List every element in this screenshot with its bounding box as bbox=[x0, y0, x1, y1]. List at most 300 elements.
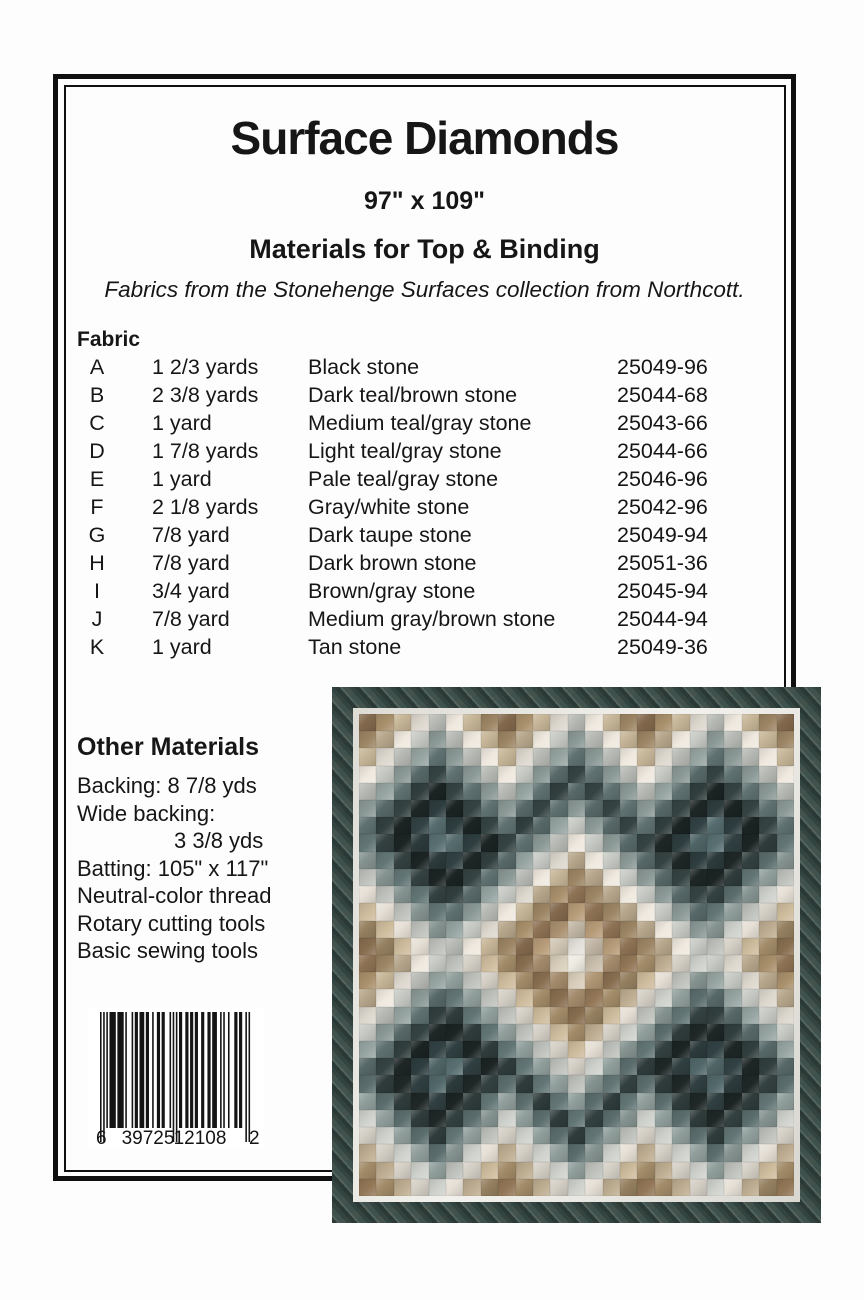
quilt-patch bbox=[429, 869, 446, 886]
quilt-patch bbox=[742, 714, 759, 731]
quilt-patch bbox=[672, 766, 689, 783]
quilt-patch bbox=[394, 817, 411, 834]
quilt-patch bbox=[533, 989, 550, 1006]
fabric-yardage: 1 yard bbox=[152, 411, 212, 435]
quilt-patch bbox=[359, 1024, 376, 1041]
quilt-patch bbox=[411, 766, 428, 783]
quilt-patch bbox=[481, 1093, 498, 1110]
quilt-patch bbox=[498, 1024, 515, 1041]
other-materials-line: Batting: 105" x 117" bbox=[77, 855, 269, 881]
quilt-patch bbox=[481, 1007, 498, 1024]
quilt-patch bbox=[777, 1127, 794, 1144]
quilt-patch bbox=[620, 1075, 637, 1092]
quilt-patch bbox=[359, 817, 376, 834]
quilt-patch bbox=[603, 1093, 620, 1110]
quilt-patch bbox=[637, 903, 654, 920]
quilt-patch bbox=[411, 714, 428, 731]
quilt-patch bbox=[690, 869, 707, 886]
quilt-patch bbox=[533, 1179, 550, 1196]
quilt-patch bbox=[603, 714, 620, 731]
quilt-patch bbox=[637, 834, 654, 851]
quilt-patch bbox=[376, 972, 393, 989]
fabric-code: 25043-66 bbox=[617, 411, 708, 435]
quilt-patch bbox=[533, 1024, 550, 1041]
quilt-patch bbox=[550, 938, 567, 955]
quilt-patch bbox=[707, 938, 724, 955]
quilt-patch bbox=[411, 989, 428, 1006]
quilt-patch bbox=[724, 1041, 741, 1058]
quilt-patch bbox=[742, 748, 759, 765]
quilt-patch bbox=[568, 1127, 585, 1144]
quilt-patch bbox=[637, 921, 654, 938]
quilt-patch bbox=[550, 1144, 567, 1161]
quilt-patch bbox=[690, 714, 707, 731]
quilt-patch bbox=[446, 1007, 463, 1024]
quilt-patch bbox=[707, 748, 724, 765]
quilt-patch bbox=[481, 783, 498, 800]
quilt-patch bbox=[568, 955, 585, 972]
quilt-patch bbox=[637, 972, 654, 989]
quilt-patch bbox=[498, 852, 515, 869]
quilt-patch bbox=[446, 766, 463, 783]
quilt-patch bbox=[707, 1007, 724, 1024]
quilt-patch bbox=[411, 783, 428, 800]
quilt-patch bbox=[376, 766, 393, 783]
fabric-description: Tan stone bbox=[308, 635, 402, 659]
quilt-patch bbox=[481, 903, 498, 920]
quilt-photo bbox=[332, 687, 821, 1223]
quilt-patch bbox=[672, 1144, 689, 1161]
quilt-patch bbox=[655, 1024, 672, 1041]
quilt-patch bbox=[742, 1162, 759, 1179]
quilt-patch bbox=[724, 852, 741, 869]
quilt-patch bbox=[759, 1127, 776, 1144]
quilt-patch bbox=[481, 852, 498, 869]
quilt-patch bbox=[655, 817, 672, 834]
quilt-patch bbox=[411, 852, 428, 869]
quilt-patch bbox=[446, 921, 463, 938]
quilt-patch bbox=[777, 800, 794, 817]
table-row bbox=[67, 467, 747, 495]
quilt-patch bbox=[777, 1024, 794, 1041]
quilt-patch bbox=[620, 1162, 637, 1179]
quilt-patch bbox=[655, 869, 672, 886]
fabric-yardage: 7/8 yard bbox=[152, 551, 230, 575]
quilt-patch bbox=[620, 1024, 637, 1041]
quilt-patch bbox=[394, 1179, 411, 1196]
quilt-patch bbox=[394, 903, 411, 920]
collection-note: Fabrics from the Stonehenge Surfaces collection from Northcott. bbox=[104, 277, 745, 302]
quilt-patch bbox=[394, 1041, 411, 1058]
quilt-patch bbox=[620, 748, 637, 765]
quilt-patch bbox=[707, 1024, 724, 1041]
quilt-patch bbox=[655, 1075, 672, 1092]
quilt-patch bbox=[690, 1007, 707, 1024]
quilt-patch bbox=[655, 955, 672, 972]
quilt-patch bbox=[707, 1058, 724, 1075]
quilt-patch bbox=[742, 852, 759, 869]
quilt-patch bbox=[585, 955, 602, 972]
quilt-patch bbox=[759, 1075, 776, 1092]
quilt-patch bbox=[742, 1058, 759, 1075]
quilt-patch bbox=[359, 834, 376, 851]
quilt-patch bbox=[777, 766, 794, 783]
quilt-patch bbox=[655, 748, 672, 765]
quilt-patch bbox=[603, 731, 620, 748]
table-row bbox=[67, 411, 747, 439]
quilt-patch bbox=[516, 748, 533, 765]
quilt-patch bbox=[742, 1093, 759, 1110]
quilt-patch bbox=[620, 938, 637, 955]
quilt-patch bbox=[533, 748, 550, 765]
quilt-patch bbox=[690, 1179, 707, 1196]
quilt-patch bbox=[394, 1024, 411, 1041]
quilt-patch bbox=[394, 972, 411, 989]
quilt-patch bbox=[759, 852, 776, 869]
quilt-patch bbox=[446, 972, 463, 989]
quilt-patch bbox=[429, 1144, 446, 1161]
quilt-patch bbox=[376, 1075, 393, 1092]
quilt-patch bbox=[568, 1110, 585, 1127]
quilt-patch bbox=[463, 1162, 480, 1179]
quilt-patch bbox=[620, 800, 637, 817]
quilt-patch bbox=[742, 1144, 759, 1161]
quilt-patch bbox=[568, 731, 585, 748]
quilt-patch bbox=[550, 800, 567, 817]
quilt-patch bbox=[672, 1127, 689, 1144]
quilt-patch bbox=[550, 817, 567, 834]
quilt-patch bbox=[376, 869, 393, 886]
quilt-patch bbox=[429, 731, 446, 748]
quilt-patch bbox=[585, 714, 602, 731]
quilt-patch bbox=[603, 1024, 620, 1041]
quilt-patch bbox=[637, 731, 654, 748]
quilt-patch bbox=[376, 783, 393, 800]
fabric-code: 25049-96 bbox=[617, 355, 708, 379]
quilt-patch bbox=[411, 1162, 428, 1179]
quilt-patch bbox=[690, 1058, 707, 1075]
quilt-patch bbox=[463, 989, 480, 1006]
other-materials-line: 3 3/8 yds bbox=[174, 828, 264, 853]
quilt-patch bbox=[376, 1041, 393, 1058]
fabric-yardage: 1 yard bbox=[152, 467, 212, 491]
quilt-patch bbox=[585, 834, 602, 851]
quilt-patch bbox=[603, 766, 620, 783]
table-row bbox=[67, 523, 747, 551]
quilt-patch bbox=[777, 1041, 794, 1058]
quilt-patch bbox=[759, 834, 776, 851]
quilt-patch bbox=[550, 1162, 567, 1179]
quilt-patch bbox=[429, 921, 446, 938]
quilt-patch bbox=[568, 1075, 585, 1092]
quilt-patch bbox=[446, 800, 463, 817]
quilt-patch bbox=[550, 766, 567, 783]
quilt-patch bbox=[463, 938, 480, 955]
quilt-patch bbox=[446, 748, 463, 765]
quilt-patch bbox=[359, 869, 376, 886]
quilt-patch bbox=[376, 921, 393, 938]
quilt-patch bbox=[394, 783, 411, 800]
quilt-patch bbox=[603, 938, 620, 955]
quilt-patch bbox=[498, 800, 515, 817]
fabric-description: Dark teal/brown stone bbox=[308, 383, 518, 407]
quilt-patch bbox=[376, 1144, 393, 1161]
quilt-patch bbox=[376, 903, 393, 920]
quilt-patch bbox=[672, 1058, 689, 1075]
quilt-patch bbox=[446, 1127, 463, 1144]
quilt-patch bbox=[533, 817, 550, 834]
quilt-patch bbox=[446, 1041, 463, 1058]
quilt-patch bbox=[672, 783, 689, 800]
quilt-patch bbox=[516, 955, 533, 972]
quilt-patch bbox=[446, 1075, 463, 1092]
quilt-patch bbox=[516, 783, 533, 800]
quilt-patch bbox=[568, 938, 585, 955]
quilt-patch bbox=[655, 1093, 672, 1110]
quilt-patch bbox=[533, 766, 550, 783]
quilt-patch bbox=[446, 1024, 463, 1041]
quilt-patch bbox=[498, 972, 515, 989]
quilt-patch bbox=[394, 955, 411, 972]
quilt-patch bbox=[690, 800, 707, 817]
quilt-patch bbox=[742, 972, 759, 989]
quilt-patch bbox=[724, 886, 741, 903]
quilt-patch bbox=[394, 1007, 411, 1024]
quilt-patch bbox=[533, 955, 550, 972]
quilt-patch bbox=[411, 817, 428, 834]
quilt-patch bbox=[516, 1058, 533, 1075]
quilt-patch bbox=[394, 800, 411, 817]
quilt-patch bbox=[498, 1162, 515, 1179]
quilt-patch bbox=[777, 748, 794, 765]
fabric-code: 25049-36 bbox=[617, 635, 708, 659]
quilt-patch bbox=[672, 731, 689, 748]
quilt-patch bbox=[359, 1144, 376, 1161]
fabric-letter: I bbox=[94, 579, 100, 603]
quilt-patch bbox=[690, 903, 707, 920]
other-materials-line: Neutral-color thread bbox=[77, 883, 272, 908]
fabric-code: 25049-94 bbox=[617, 523, 708, 547]
quilt-patch bbox=[498, 869, 515, 886]
quilt-patch bbox=[742, 989, 759, 1006]
quilt-patch bbox=[777, 817, 794, 834]
quilt-patch bbox=[359, 748, 376, 765]
quilt-patch bbox=[550, 714, 567, 731]
quilt-patch bbox=[585, 869, 602, 886]
quilt-patch bbox=[742, 1007, 759, 1024]
quilt-patch bbox=[742, 955, 759, 972]
quilt-patch bbox=[498, 1041, 515, 1058]
quilt-patch bbox=[429, 1075, 446, 1092]
quilt-patch bbox=[376, 1007, 393, 1024]
quilt-patch bbox=[724, 800, 741, 817]
quilt-patch bbox=[568, 1007, 585, 1024]
fabric-code: 25044-66 bbox=[617, 439, 708, 463]
quilt-patch bbox=[759, 800, 776, 817]
quilt-patch bbox=[655, 1058, 672, 1075]
quilt-patch bbox=[359, 1162, 376, 1179]
quilt-patch bbox=[446, 1110, 463, 1127]
quilt-patch bbox=[690, 1144, 707, 1161]
quilt-patch bbox=[603, 1127, 620, 1144]
quilt-patch bbox=[516, 1024, 533, 1041]
quilt-patch bbox=[742, 886, 759, 903]
quilt-patch bbox=[707, 1144, 724, 1161]
quilt-patch bbox=[446, 1162, 463, 1179]
quilt-patch bbox=[463, 972, 480, 989]
quilt-patch bbox=[777, 938, 794, 955]
fabric-code: 25044-68 bbox=[617, 383, 708, 407]
quilt-patch bbox=[481, 714, 498, 731]
quilt-patch bbox=[724, 714, 741, 731]
quilt-patch bbox=[672, 817, 689, 834]
quilt-patch bbox=[359, 1110, 376, 1127]
quilt-patch bbox=[742, 1179, 759, 1196]
quilt-patch bbox=[359, 1007, 376, 1024]
quilt-patch bbox=[637, 714, 654, 731]
quilt-patch bbox=[446, 783, 463, 800]
quilt-patch bbox=[516, 731, 533, 748]
quilt-patch bbox=[672, 1075, 689, 1092]
quilt-patch bbox=[707, 972, 724, 989]
quilt-patch bbox=[759, 783, 776, 800]
quilt-patch bbox=[376, 748, 393, 765]
fabric-letter: H bbox=[89, 551, 105, 575]
svg-text:2: 2 bbox=[249, 1128, 260, 1148]
quilt-patch bbox=[777, 1058, 794, 1075]
quilt-patch bbox=[603, 1162, 620, 1179]
quilt-patch bbox=[463, 1058, 480, 1075]
quilt-patch bbox=[690, 1041, 707, 1058]
quilt-patch bbox=[533, 731, 550, 748]
quilt-patch bbox=[707, 766, 724, 783]
quilt-patch bbox=[777, 1179, 794, 1196]
quilt-patch bbox=[498, 714, 515, 731]
quilt-patch bbox=[411, 869, 428, 886]
quilt-patch bbox=[742, 834, 759, 851]
quilt-patch bbox=[446, 1144, 463, 1161]
quilt-patch bbox=[568, 783, 585, 800]
quilt-patch bbox=[533, 921, 550, 938]
quilt-patch bbox=[481, 1127, 498, 1144]
quilt-patch bbox=[620, 1127, 637, 1144]
quilt-patch bbox=[516, 903, 533, 920]
quilt-patch bbox=[533, 1007, 550, 1024]
quilt-patch bbox=[724, 766, 741, 783]
quilt-patch bbox=[411, 1024, 428, 1041]
quilt-patch bbox=[742, 1041, 759, 1058]
quilt-patch bbox=[429, 800, 446, 817]
quilt-patch bbox=[568, 1179, 585, 1196]
quilt-patch bbox=[690, 938, 707, 955]
fabric-code: 25044-94 bbox=[617, 607, 708, 631]
quilt-patch bbox=[724, 1179, 741, 1196]
quilt-patch bbox=[411, 1093, 428, 1110]
quilt-patch bbox=[672, 1041, 689, 1058]
quilt-patch bbox=[759, 817, 776, 834]
quilt-patch bbox=[498, 1075, 515, 1092]
quilt-patch bbox=[568, 972, 585, 989]
quilt-patch bbox=[498, 783, 515, 800]
quilt-patch bbox=[672, 886, 689, 903]
quilt-patch bbox=[411, 1110, 428, 1127]
quilt-patch bbox=[759, 955, 776, 972]
fabric-letter: J bbox=[91, 607, 103, 631]
quilt-patch bbox=[411, 834, 428, 851]
quilt-patch bbox=[707, 903, 724, 920]
quilt-patch bbox=[411, 1179, 428, 1196]
quilt-patch bbox=[707, 1075, 724, 1092]
quilt-patch bbox=[620, 817, 637, 834]
quilt-patch bbox=[463, 1041, 480, 1058]
quilt-patch bbox=[376, 817, 393, 834]
quilt-patch bbox=[533, 800, 550, 817]
other-materials-heading: Other Materials bbox=[77, 733, 260, 761]
quilt-patch bbox=[498, 766, 515, 783]
quilt-patch bbox=[759, 1144, 776, 1161]
quilt-patch bbox=[516, 869, 533, 886]
quilt-patch bbox=[585, 1144, 602, 1161]
quilt-patch bbox=[498, 1007, 515, 1024]
quilt-patch bbox=[498, 1058, 515, 1075]
quilt-patch bbox=[585, 1093, 602, 1110]
quilt-patch bbox=[620, 1093, 637, 1110]
quilt-patch bbox=[742, 1024, 759, 1041]
quilt-patch bbox=[516, 886, 533, 903]
quilt-patch bbox=[603, 817, 620, 834]
quilt-patch bbox=[777, 1162, 794, 1179]
quilt-patch bbox=[655, 852, 672, 869]
quilt-patch bbox=[637, 869, 654, 886]
quilt-patch bbox=[724, 1058, 741, 1075]
fabric-yardage: 2 1/8 yards bbox=[152, 495, 259, 519]
fabric-yardage: 1 yard bbox=[152, 635, 212, 659]
quilt-patch bbox=[550, 1110, 567, 1127]
quilt-patch bbox=[394, 1075, 411, 1092]
quilt-patch bbox=[568, 1024, 585, 1041]
quilt-patch bbox=[585, 989, 602, 1006]
quilt-patch bbox=[585, 1041, 602, 1058]
quilt-patch bbox=[585, 1058, 602, 1075]
quilt-patch bbox=[429, 1093, 446, 1110]
quilt-patch bbox=[585, 1007, 602, 1024]
quilt-patch bbox=[724, 1093, 741, 1110]
quilt-patch bbox=[690, 852, 707, 869]
quilt-patch bbox=[463, 1127, 480, 1144]
quilt-patch bbox=[516, 1127, 533, 1144]
quilt-patch bbox=[481, 972, 498, 989]
quilt-patch bbox=[672, 955, 689, 972]
quilt-patch bbox=[463, 1007, 480, 1024]
quilt-patch bbox=[777, 921, 794, 938]
quilt-patch bbox=[411, 903, 428, 920]
other-materials-line: Basic sewing tools bbox=[77, 938, 258, 963]
quilt-patch bbox=[394, 1058, 411, 1075]
quilt-patch bbox=[550, 1179, 567, 1196]
quilt-patch bbox=[759, 1024, 776, 1041]
table-row bbox=[67, 355, 747, 383]
table-row bbox=[67, 383, 747, 411]
fabric-letter: A bbox=[89, 355, 105, 379]
quilt-patch bbox=[429, 1058, 446, 1075]
quilt-patch bbox=[359, 852, 376, 869]
quilt-patch bbox=[411, 1075, 428, 1092]
quilt-patch bbox=[359, 955, 376, 972]
quilt-patch bbox=[376, 852, 393, 869]
quilt-patch bbox=[429, 972, 446, 989]
quilt-patch bbox=[585, 748, 602, 765]
quilt-patch bbox=[568, 714, 585, 731]
